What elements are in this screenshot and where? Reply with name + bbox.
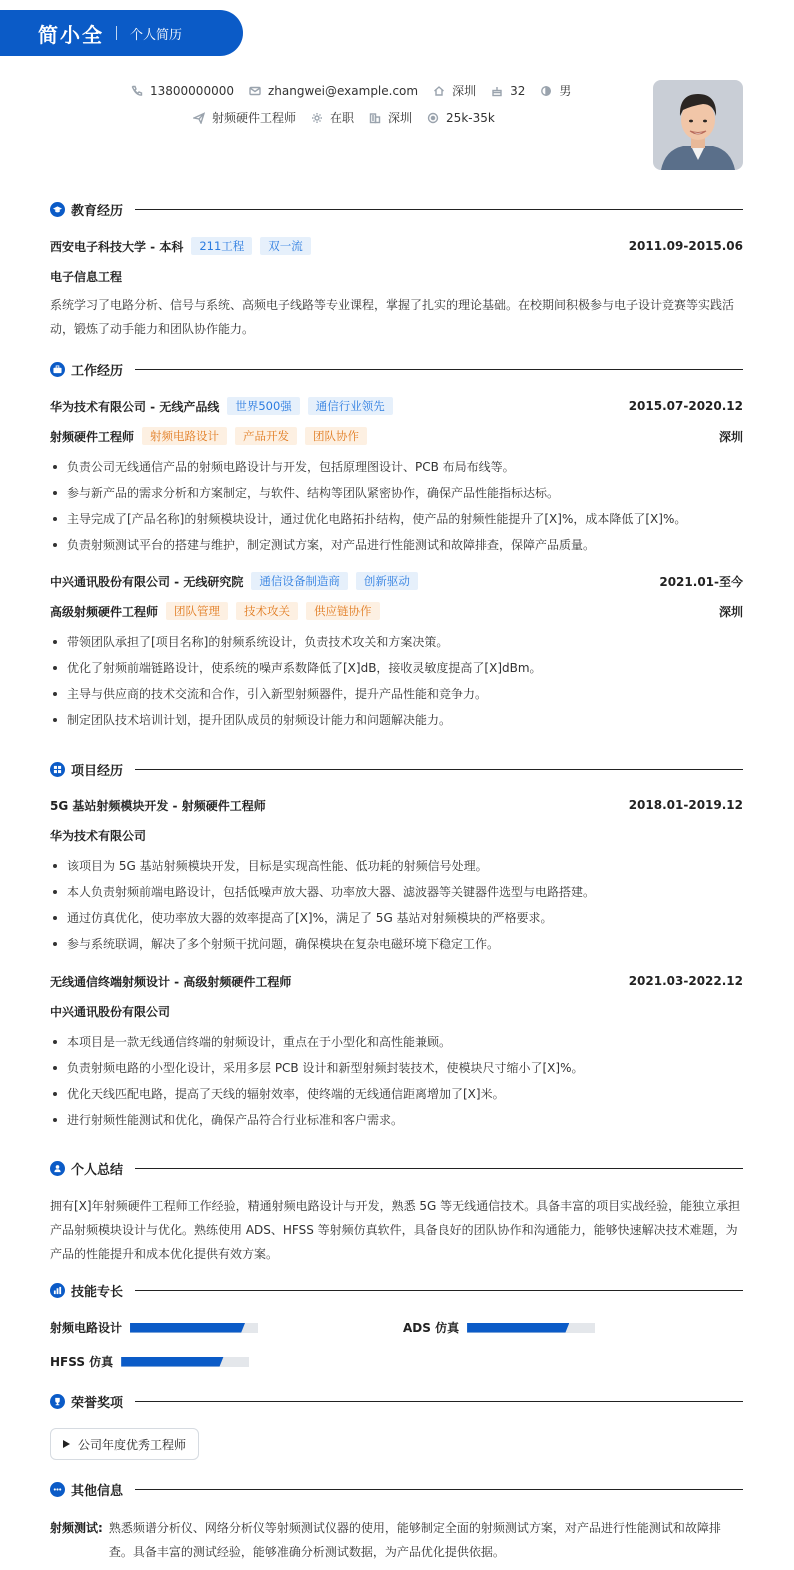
work-company-row <box>50 571 743 591</box>
school-tag: 211工程 <box>191 237 252 255</box>
chart-icon <box>50 1283 65 1298</box>
company-tag: 世界500强 <box>227 397 299 415</box>
list-item: 制定团队技术培训计划，提升团队成员的射频设计能力和问题解决能力。 <box>50 711 743 737</box>
section-title: 其他信息 <box>71 1483 124 1499</box>
phone-item <box>130 84 234 98</box>
phone-value: 13800000000 <box>150 83 234 98</box>
project-bullets <box>50 857 743 961</box>
other-info-row <box>50 1516 743 1564</box>
work-bullets <box>50 458 743 562</box>
project-bullets <box>50 1033 743 1137</box>
list-item: 优化天线匹配电路，提高了天线的辐射效率，使终端的无线通信距离增加了[X]米。 <box>50 1085 743 1111</box>
skill-item <box>50 1353 249 1370</box>
job-role: 高级射频硬件工程师 <box>50 604 159 619</box>
major: 电子信息工程 <box>50 269 123 284</box>
coin-icon <box>426 111 440 125</box>
skill-bar <box>467 1323 595 1333</box>
status-item <box>310 109 354 126</box>
section-title: 工作经历 <box>71 363 124 379</box>
section-skills-header <box>50 1280 743 1300</box>
list-item: 通过仿真优化，使功率放大器的效率提高了[X]%，满足了 5G 基站对射频模块的严格要求。 <box>50 909 743 935</box>
section-divider <box>135 209 743 210</box>
project-company-row <box>50 825 743 845</box>
work-role-row <box>50 426 743 446</box>
project-title-row <box>50 971 743 991</box>
company-tag: 通信行业领先 <box>308 397 393 415</box>
section-title: 荣誉奖项 <box>71 1395 124 1411</box>
list-item: 负责射频测试平台的搭建与维护，制定测试方案，对产品进行性能测试和故障排查，保障产品质量。 <box>50 536 743 562</box>
section-other-header <box>50 1479 743 1499</box>
education-major-row <box>50 266 743 286</box>
age-value: 32 <box>510 83 526 98</box>
section-divider <box>135 1290 743 1291</box>
resume-subtitle: 个人简历 <box>130 27 183 43</box>
send-icon <box>192 111 206 125</box>
skill-tag: 射频电路设计 <box>142 427 227 445</box>
skill-name: 射频电路设计 <box>50 1321 123 1335</box>
grid-icon <box>50 762 65 777</box>
work-city: 深圳 <box>718 429 743 444</box>
company-name: 华为技术有限公司 - 无线产品线 <box>50 399 220 414</box>
work-company-row <box>50 396 743 416</box>
skill-tag: 产品开发 <box>235 427 297 445</box>
school-tag: 双一流 <box>260 237 311 255</box>
skill-name: ADS 仿真 <box>403 1321 460 1335</box>
skill-bar <box>121 1357 249 1367</box>
section-divider <box>135 769 743 770</box>
header-banner <box>0 10 243 56</box>
skill-level-fill <box>121 1357 223 1367</box>
gear-icon <box>310 111 324 125</box>
email-value: zhangwei@example.com <box>267 83 419 98</box>
section-title: 项目经历 <box>71 763 124 779</box>
city-item <box>432 82 476 99</box>
home-icon <box>432 84 446 98</box>
section-divider <box>135 1489 743 1490</box>
building-icon <box>368 111 382 125</box>
gender-value: 男 <box>559 84 572 98</box>
gender-icon <box>539 84 553 98</box>
salary-item <box>426 111 495 125</box>
work-bullets <box>50 633 743 737</box>
project-title-row <box>50 795 743 815</box>
company-tag: 通信设备制造商 <box>251 572 348 590</box>
skill-item <box>403 1319 595 1336</box>
list-item: 主导完成了[产品名称]的射频模块设计，通过优化电路拓扑结构，使产品的射频性能提升了[X]%，成本降低了[X]%。 <box>50 510 743 536</box>
skill-item <box>50 1319 258 1336</box>
graduation-cap-icon <box>50 202 65 217</box>
list-item: 该项目为 5G 基站射频模块开发，目标是实现高性能、低功耗的射频信号处理。 <box>50 857 743 883</box>
company-name: 中兴通讯股份有限公司 - 无线研究院 <box>50 574 244 589</box>
other-label: 射频测试: <box>50 1521 103 1535</box>
header-divider <box>116 26 117 40</box>
work-date: 2015.07-2020.12 <box>628 399 743 413</box>
section-divider <box>135 1168 743 1169</box>
section-summary-header <box>50 1158 743 1178</box>
status-value: 在职 <box>330 111 355 125</box>
avatar <box>653 80 743 170</box>
candidate-name: 简小全 <box>38 22 104 47</box>
section-title: 个人总结 <box>71 1162 124 1178</box>
education-date: 2011.09-2015.06 <box>628 239 743 253</box>
summary-text: 拥有[X]年射频硬件工程师工作经验，精通射频电路设计与开发，熟悉 5G 等无线通信技术。具备丰富的项目实战经验，能独立承担产品射频模块设计与优化。熟练使用 ADS、HFSS 等射频仿真软件，具备良好的团队协作和沟通能力，能够快速解决技术难题，为产品的性能提升和成本优化提供有效方案。 <box>50 1199 741 1261</box>
section-projects-header <box>50 759 743 779</box>
project-company: 中兴通讯股份有限公司 <box>50 1004 171 1019</box>
info-icon <box>50 1482 65 1497</box>
list-item: 参与系统联调，解决了多个射频干扰问题，确保模块在复杂电磁环境下稳定工作。 <box>50 935 743 961</box>
skill-level-fill <box>130 1323 245 1333</box>
list-item: 参与新产品的需求分析和方案制定，与软件、结构等团队紧密协作，确保产品性能指标达标。 <box>50 484 743 510</box>
skill-tag: 供应链协作 <box>306 602 380 620</box>
section-education-header <box>50 199 743 219</box>
other-text: 熟悉频谱分析仪、网络分析仪等射频测试仪器的使用，能够制定全面的射频测试方案，对产品进行性能测试和故障排查。具备丰富的测试经验，能够准确分析测试数据，为产品优化提供依据。 <box>108 1521 721 1559</box>
play-icon <box>63 1440 70 1448</box>
skill-level-fill <box>467 1323 569 1333</box>
list-item: 本项目是一款无线通信终端的射频设计，重点在于小型化和高性能兼顾。 <box>50 1033 743 1059</box>
project-date: 2021.03-2022.12 <box>628 974 743 988</box>
trophy-icon <box>50 1394 65 1409</box>
list-item: 负责射频电路的小型化设计，采用多层 PCB 设计和新型射频封装技术，使模块尺寸缩小了[X]%。 <box>50 1059 743 1085</box>
company-tag: 创新驱动 <box>356 572 418 590</box>
skill-tag: 团队管理 <box>166 602 228 620</box>
user-icon <box>50 1161 65 1176</box>
email-icon <box>248 84 262 98</box>
skill-bar <box>130 1323 258 1333</box>
skill-name: HFSS 仿真 <box>50 1355 114 1369</box>
position-item <box>192 109 296 126</box>
list-item: 负责公司无线通信产品的射频电路设计与开发，包括原理图设计、PCB 布局布线等。 <box>50 458 743 484</box>
honor-label: 公司年度优秀工程师 <box>78 1437 187 1452</box>
city-value: 深圳 <box>452 84 477 98</box>
gender-item <box>539 82 571 99</box>
project-title: 无线通信终端射频设计 - 高级射频硬件工程师 <box>50 974 292 989</box>
skill-tag: 团队协作 <box>305 427 367 445</box>
section-title: 教育经历 <box>71 203 124 219</box>
list-item: 优化了射频前端链路设计，使系统的噪声系数降低了[X]dB，接收灵敏度提高了[X]dBm。 <box>50 659 743 685</box>
job-role: 射频硬件工程师 <box>50 429 135 444</box>
list-item: 主导与供应商的技术交流和合作，引入新型射频器件，提升产品性能和竞争力。 <box>50 685 743 711</box>
target-city-item <box>368 109 412 126</box>
cake-icon <box>490 84 504 98</box>
section-divider <box>135 1401 743 1402</box>
position-value: 射频硬件工程师 <box>212 111 297 125</box>
education-description: 系统学习了电路分析、信号与系统、高频电子线路等专业课程，掌握了扎实的理论基础。在校期间积极参与电子设计竞赛等实践活动，锻炼了动手能力和团队协作能力。 <box>50 298 735 336</box>
work-date: 2021.01-至今 <box>659 574 743 589</box>
age-item <box>490 84 525 98</box>
section-work-header <box>50 359 743 379</box>
work-role-row <box>50 601 743 621</box>
salary-value: 25k-35k <box>446 110 495 125</box>
list-item: 带领团队承担了[项目名称]的射频系统设计，负责技术攻关和方案决策。 <box>50 633 743 659</box>
section-divider <box>135 369 743 370</box>
skill-tag: 技术攻关 <box>236 602 298 620</box>
project-date: 2018.01-2019.12 <box>628 798 743 812</box>
list-item: 进行射频性能测试和优化，确保产品符合行业标准和客户需求。 <box>50 1111 743 1137</box>
contact-row-2 <box>192 109 509 126</box>
education-header-row <box>50 236 743 256</box>
school-name: 西安电子科技大学 - 本科 <box>50 239 184 254</box>
work-city: 深圳 <box>718 604 743 619</box>
project-company: 华为技术有限公司 <box>50 828 147 843</box>
email-item <box>248 84 418 98</box>
section-title: 技能专长 <box>71 1284 124 1300</box>
honor-item <box>50 1428 199 1460</box>
phone-icon <box>130 84 144 98</box>
list-item: 本人负责射频前端电路设计，包括低噪声放大器、功率放大器、滤波器等关键器件选型与电路搭建。 <box>50 883 743 909</box>
briefcase-icon <box>50 362 65 377</box>
section-honors-header <box>50 1391 743 1411</box>
contact-row-1 <box>130 82 585 99</box>
project-title: 5G 基站射频模块开发 - 射频硬件工程师 <box>50 798 266 813</box>
target-city-value: 深圳 <box>388 111 413 125</box>
project-company-row <box>50 1001 743 1021</box>
